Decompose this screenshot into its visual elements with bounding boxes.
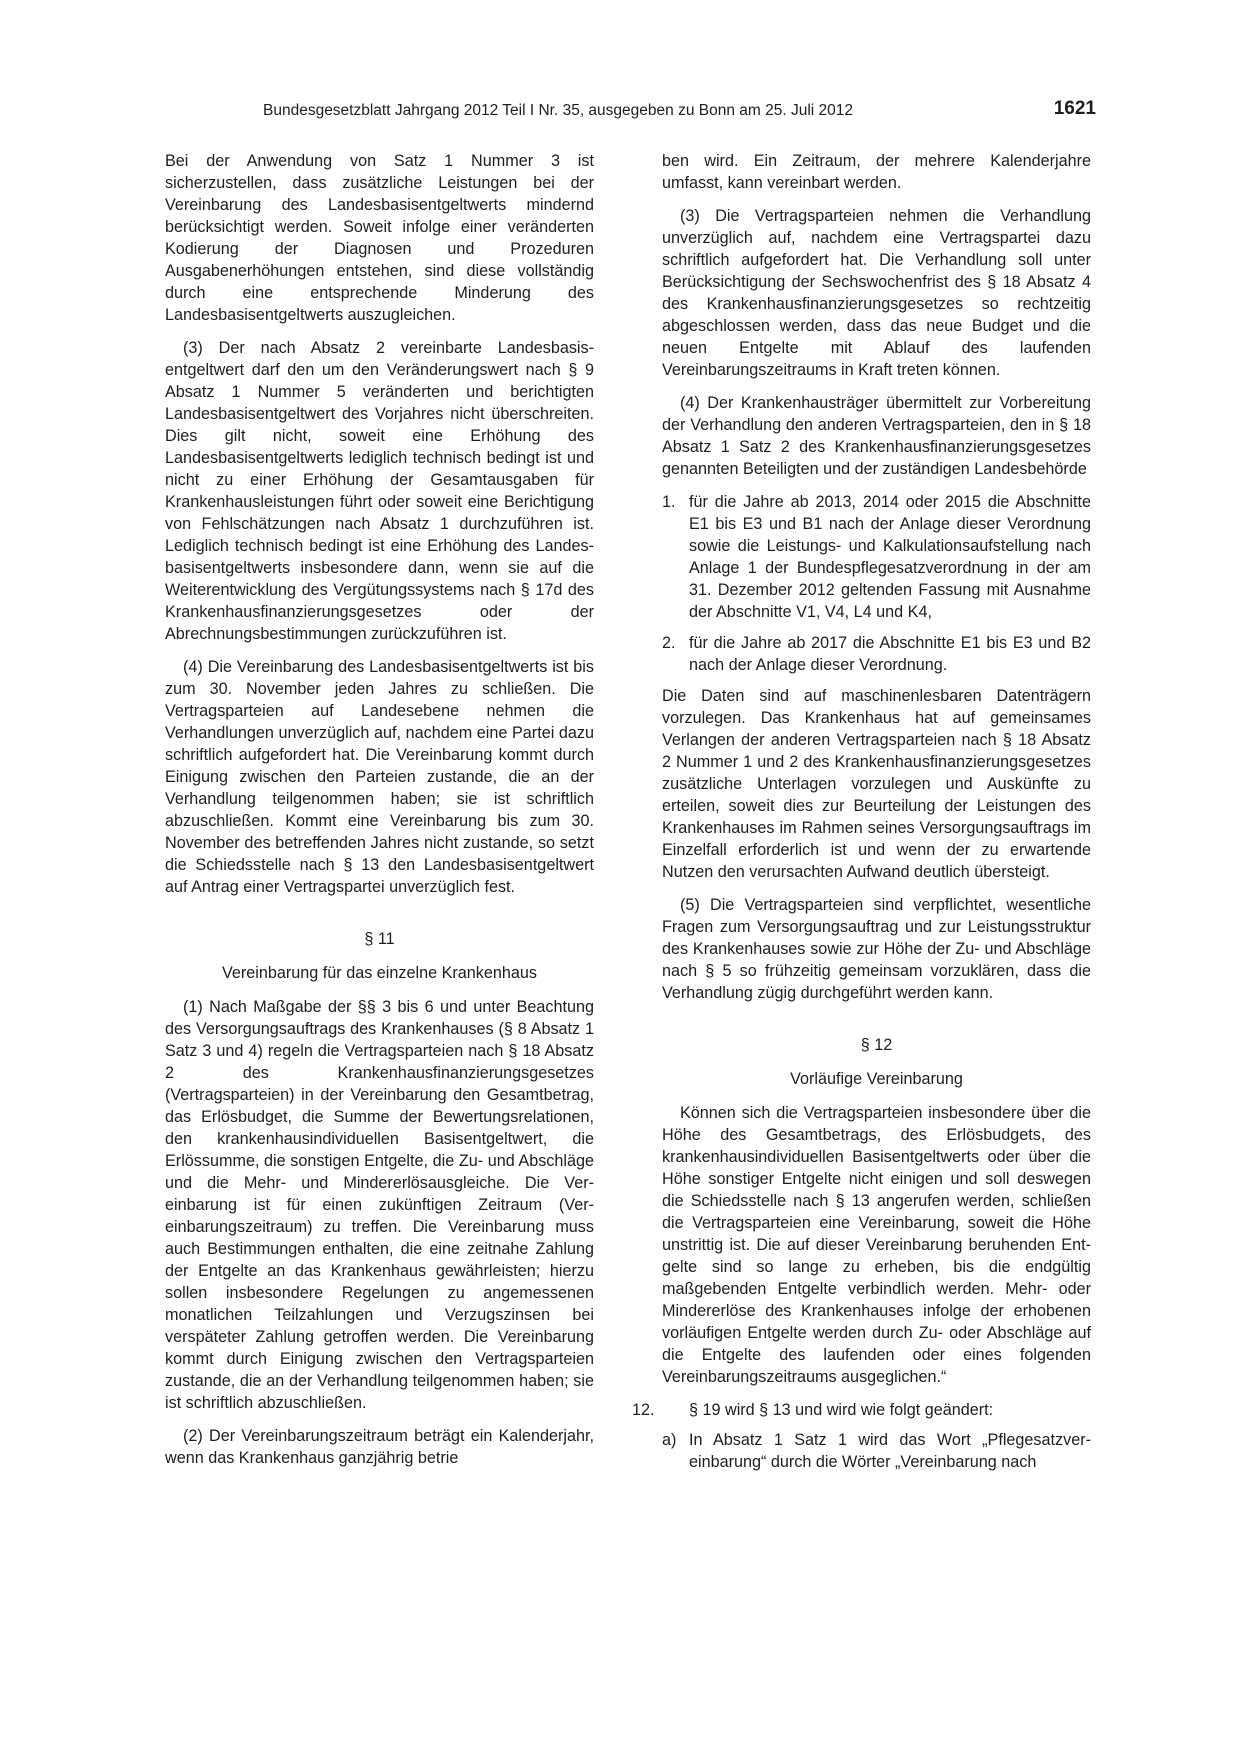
amendment-text: § 19 wird § 13 und wird wie folgt geändert: [689,1401,994,1419]
left-column [165,150,594,1480]
section-title: Vereinbarung für das einzelne Krankenhaus [222,964,537,982]
paragraph: (3) Die Vertragsparteien nehmen die Verhandlung unverzüglich auf, nachdem eine Vertragspartei dazu schriftlich aufgefordert hat. Die Verhandlung soll unter Berücksichtigung der Sechswochenfrist des § 18 Absatz 4 des Krankenhausfinanzierungsgesetzes so rechtzeitig abgeschlossen werden, dass das neue Budget und die neuen Entgelte mit Ablauf des laufenden Vereinbarungszeitraums in Kraft treten können. [662,207,1091,379]
page-number: 1621 [1053,98,1096,119]
paragraph: (3) Der nach Absatz 2 vereinbarte Landesbasisentgeltwert darf den um den Veränderungswert nach § 9 Absatz 1 Nummer 5 veränderten und berichtigten Landesbasisentgeltwert des Vorjahres nicht überschreiten. Dies gilt nicht, soweit eine Erhöhung des Landesbasisentgeltwerts lediglich technisch bedingt ist und nicht zu einer Erhöhung der Gesamtausgaben für Krankenhausleistungen führt oder soweit eine Berichtigung von Fehlschätzungen nach Absatz 1 durchzuführen ist. Lediglich technisch bedingt ist eine Erhöhung des Landesbasisentgeltwerts insbesondere dann, wenn sie auf die Weiterentwicklung des Vergütungssystems nach § 17d des Krankenhausfinanzierungsgesetzes oder der Abrechnungsbestimmungen zurückzuführen ist. [165,339,594,643]
paragraph: Bei der Anwendung von Satz 1 Nummer 3 ist sicherzustellen, dass zusätzliche Leistungen bei der Vereinbarung des Landesbasisentgeltwerts mindernd berücksichtigt werden. Soweit infolge einer veränderten Kodierung der Diagnosen und Prozeduren Ausgabenerhöhungen entstehen, sind diese vollständig durch eine entsprechende Minderung des Landesbasisentgeltwerts auszugleichen. [165,152,594,324]
list-item [662,491,1091,623]
list-text: für die Jahre ab 2017 die Abschnitte E1 bis E3 und B2 nach der Anlage dieser Verordnung. [689,634,1091,674]
subitem-letter: a) [662,1431,677,1449]
subitem-text: In Absatz 1 Satz 1 wird das Wort „Pflegesatzvereinbarung“ durch die Wörter „Vereinbarung nach [689,1431,1091,1471]
section-number: § 11 [364,930,395,948]
list-item [662,632,1091,676]
list-number: 2. [662,634,676,652]
paragraph: (2) Der Vereinbarungszeitraum beträgt ein Kalenderjahr, wenn das Krankenhaus ganzjährig betrie [165,1427,594,1467]
amendment-subitem [662,1429,1091,1473]
list-text: für die Jahre ab 2013, 2014 oder 2015 die Abschnitte E1 bis E3 und B1 nach der Anlage dieser Verordnung sowie die Leistungs- und Kalkulationsaufstellung nach Anlage 1 der Bundespflegesatzverordnung in der am 31. Dezember 2012 geltenden Fassung mit Ausnahme der Abschnitte V1, V4, L4 und K4, [689,493,1091,621]
paragraph: (4) Der Krankenhausträger übermittelt zur Vorbereitung der Verhandlung den anderen Vertragsparteien, den in § 18 Absatz 1 Satz 2 des Krankenhausfinanzierungsgesetzes genannten Beteiligten und der zuständigen Landesbehörde [662,394,1091,478]
paragraph: (4) Die Vereinbarung des Landesbasisentgeltwerts ist bis zum 30. November jeden Jahres zu schließen. Die Vertragsparteien auf Landesebene nehmen die Verhandlungen unverzüglich auf, nachdem eine Partei dazu schriftlich aufgefordert hat. Die Vereinbarung kommt durch Einigung zwischen den Parteien zustande, die an der Verhandlung teilgenommen haben; sie ist schriftlich abzuschließen. Kommt eine Vereinbarung bis zum 30. November des betreffenden Jahres nicht zustande, so setzt die Schiedsstelle nach § 13 den Landesbasisentgeltwert auf Antrag einer Vertragspartei unverzüglich fest. [165,658,594,896]
header-title: Bundesgesetzblatt Jahrgang 2012 Teil I Nr. 35, ausgegeben zu Bonn am 25. Juli 2012 [263,102,853,119]
paragraph: (1) Nach Maßgabe der §§ 3 bis 6 und unter Beachtung des Versorgungsauftrags des Krankenhauses (§ 8 Absatz 1 Satz 3 und 4) regeln die Vertragsparteien nach § 18 Absatz 2 des Krankenhausfinanzierungsgesetzes (Vertragsparteien) in der Vereinbarung den Gesamtbetrag, das Erlösbudget, die Summe der Bewertungsrelationen, den krankenhausindividuellen Basisentgeltwert, die Erlössumme, die sonstigen Entgelte, die Zu- und Abschläge und die Mehr- und Mindererlösausgleiche. Die Vereinbarung ist für einen zukünftigen Zeitraum (Vereinbarungszeitraum) zu treffen. Die Vereinbarung muss auch Bestimmungen enthalten, die eine zeitnahe Zahlung der Entgelte an das Krankenhaus gewährleisten; hierzu sollen insbesondere Regelungen zu angemessenen monatlichen Teilzahlungen und Verzugszinsen bei verspäteter Zahlung getroffen werden. Die Vereinbarung kommt durch Einigung zwischen den Vertragsparteien zustande, die an der Verhandlung teilgenommen haben; sie ist schriftlich abzuschließen. [165,998,594,1412]
list-number: 1. [662,493,676,511]
paragraph: Können sich die Vertragsparteien insbesondere über die Höhe des Gesamtbetrags, des Erlösbudgets, des krankenhausindividuellen Basisentgeltwerts oder über die Höhe sonstiger Entgelte nicht einigen und soll deswegen die Schiedsstelle nach § 13 angerufen werden, schließen die Vertragsparteien eine Vereinbarung, soweit die Höhe unstrittig ist. Die auf dieser Vereinbarung beruhenden Entgelte sind so lange zu erheben, bis die endgültig maßgebenden Entgelte verbindlich werden. Mehr- oder Mindererlöse des Krankenhauses infolge der erhobenen vorläufigen Entgelte werden durch Zu- oder Abschläge auf die Entgelte des laufenden oder eines folgenden Vereinbarungszeitraums ausgeglichen.“ [662,1104,1091,1386]
amendment-number: 12. [632,1401,655,1419]
paragraph: Die Daten sind auf maschinenlesbaren Datenträgern vorzulegen. Das Krankenhaus hat auf gemeinsames Verlangen der anderen Vertragsparteien nach § 18 Absatz 2 Nummer 1 und 2 des Krankenhausfinanzierungsgesetzes zusätzliche Unterlagen vorzulegen und Auskünfte zu erteilen, soweit dies zur Beurteilung der Leistungen des Krankenhauses im Rahmen seines Versorgungsauftrags im Einzelfall erforderlich ist und wenn der zu erwartende Nutzen den verursachten Aufwand deutlich übersteigt. [662,687,1091,881]
section-title: Vorläufige Vereinbarung [790,1070,963,1088]
amendment-item [632,1399,1091,1421]
page-header [160,98,1096,128]
right-column [632,150,1091,1473]
paragraph: ben wird. Ein Zeitraum, der mehrere Kalenderjahre umfasst, kann vereinbart werden. [662,152,1091,192]
section-number: § 12 [860,1036,893,1054]
paragraph: (5) Die Vertragsparteien sind verpflichtet, wesentliche Fragen zum Versorgungsauftrag und zur Leistungsstruktur des Krankenhauses sowie zur Höhe der Zu- und Abschläge nach § 5 so frühzeitig gemeinsam vorzuklären, dass die Verhandlung zügig durchgeführt werden kann. [662,896,1091,1002]
